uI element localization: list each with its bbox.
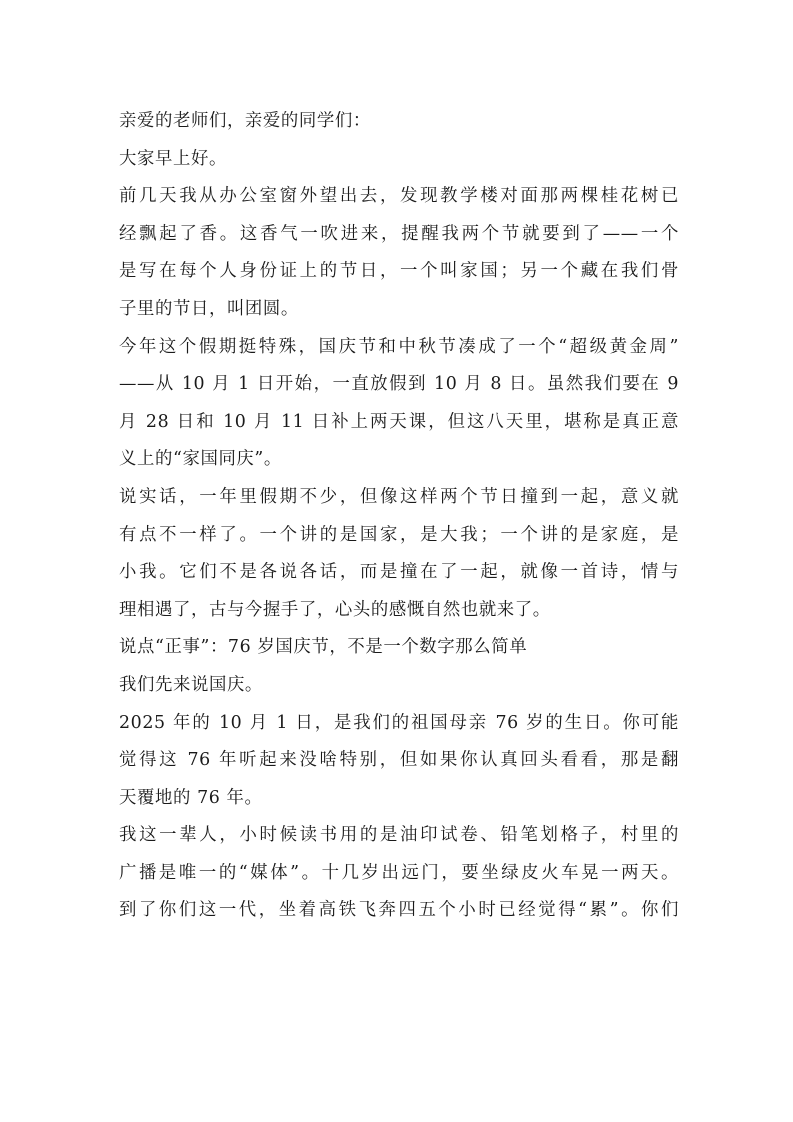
paragraph-line: 说实话，一年里假期不少，但像这样两个节日撞到一起，意义就 [119,486,679,507]
paragraph-line: 天覆地的 76 年。 [119,787,263,808]
paragraph-line: 2025 年的 10 月 1 日，是我们的祖国母亲 76 岁的生日。你可能 [119,712,679,733]
document-page [119,103,679,930]
paragraph-line: 理相遇了，古与今握手了，心头的感慨自然也就来了。 [119,599,551,620]
paragraph-line: 有点不一样了。一个讲的是国家，是大我；一个讲的是家庭，是 [119,524,679,545]
paragraph-line: 是写在每个人身份证上的节日，一个叫家国；另一个藏在我们骨 [119,261,679,282]
paragraph-line: 我们先来说国庆。 [119,674,263,695]
paragraph-line: 广播是唯一的“媒体”。十几岁出远门，要坐绿皮火车晃一两天。 [119,862,679,883]
paragraph-line: 义上的“家国同庆”。 [119,449,282,470]
paragraph-line: 觉得这 76 年听起来没啥特别，但如果你认真回头看看，那是翻 [119,750,679,771]
paragraph-line: 子里的节日，叫团圆。 [119,298,299,319]
paragraph-line: 今年这个假期挺特殊，国庆节和中秋节凑成了一个“超级黄金周” [119,336,679,357]
paragraph-line: ——从 10 月 1 日开始，一直放假到 10 月 8 日。虽然我们要在 9 [119,374,679,395]
section-heading: 说点“正事”：76 岁国庆节，不是一个数字那么简单 [119,637,528,658]
paragraph-line: 月 28 日和 10 月 11 日补上两天课，但这八天里，堪称是真正意 [119,411,679,432]
paragraph-line: 到了你们这一代，坐着高铁飞奔四五个小时已经觉得“累”。你们 [119,900,679,921]
greeting-line: 亲爱的老师们，亲爱的同学们： [119,111,371,131]
paragraph-line: 经飘起了香。这香气一吹进来，提醒我两个节就要到了——一个 [119,223,679,244]
paragraph-line: 前几天我从办公室窗外望出去，发现教学楼对面那两棵桂花树已 [119,186,679,207]
greeting-morning: 大家早上好。 [119,148,227,169]
paragraph-line: 我这一辈人，小时候读书用的是油印试卷、铅笔划格子，村里的 [119,825,679,846]
paragraph-line: 小我。它们不是各说各话，而是撞在了一起，就像一首诗，情与 [119,562,679,583]
